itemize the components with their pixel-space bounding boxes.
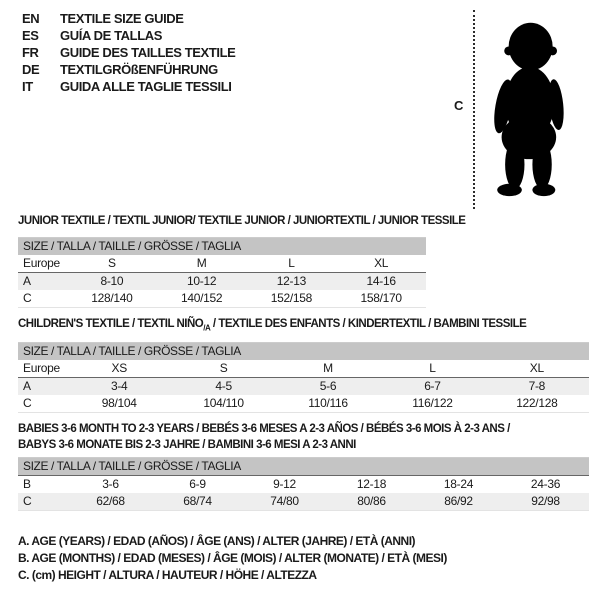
- table-cell: XL: [529, 361, 544, 375]
- row-label: B: [23, 477, 31, 491]
- title-subscript: /A: [203, 323, 211, 333]
- language-row-es: [22, 27, 235, 44]
- legend-line-c: C. (cm) HEIGHT / ALTURA / HAUTEUR / HÖHE / ALTEZZA: [18, 568, 317, 582]
- junior-size-table: [18, 237, 426, 308]
- language-code: ES: [22, 28, 39, 43]
- table-cell: 86/92: [444, 494, 473, 508]
- title-text: CHILDREN'S TEXTILE / TEXTIL NIÑO: [18, 318, 204, 330]
- measurement-legend: [18, 533, 447, 584]
- table-cell: XL: [374, 256, 389, 270]
- table-cell: 5-6: [319, 379, 337, 393]
- table-row: [18, 255, 426, 273]
- table-row: [18, 476, 589, 493]
- table-cell: 6-9: [189, 477, 206, 491]
- table-cell: 98/104: [101, 396, 137, 410]
- table-cell: 10-12: [187, 274, 217, 288]
- toddler-silhouette-icon: [484, 11, 572, 207]
- table-cell: 104/110: [203, 396, 244, 410]
- table-cell: 110/116: [308, 396, 348, 410]
- table-cell: 140/152: [180, 291, 223, 305]
- language-label: TEXTILGRÖßENFÜHRUNG: [60, 62, 218, 77]
- language-label: GUIDA ALLE TAGLIE TESSILI: [60, 79, 232, 94]
- row-label: Europe: [23, 256, 60, 270]
- language-list: [22, 10, 235, 95]
- table-cell: S: [219, 361, 228, 375]
- row-label: C: [23, 396, 32, 410]
- table-cell: 14-16: [366, 274, 396, 288]
- table-row: [18, 493, 589, 510]
- size-header-bar: SIZE / TALLA / TAILLE / GRÖSSE / TAGLIA: [18, 343, 589, 360]
- table-cell: 158/170: [360, 291, 402, 305]
- language-row-fr: [22, 44, 235, 61]
- height-measure-label: C: [454, 98, 464, 113]
- title-line: BABYS 3-6 MONATE BIS 2-3 JAHRE / BAMBINI 3-6 MESI A 2-3 ANNI: [18, 439, 356, 451]
- language-code: DE: [22, 62, 40, 77]
- table-cell: 18-24: [443, 477, 474, 491]
- table-row: [18, 378, 589, 395]
- table-cell: M: [196, 256, 207, 270]
- table-cell: L: [288, 256, 295, 270]
- table-cell: 24-36: [530, 477, 561, 491]
- row-label: C: [23, 494, 32, 508]
- table-row: [18, 360, 589, 378]
- table-cell: 92/98: [531, 494, 560, 508]
- table-cell: 4-5: [215, 379, 232, 393]
- table-cell: M: [323, 361, 333, 375]
- table-cell: L: [429, 361, 436, 375]
- table-cell: S: [108, 256, 116, 270]
- legend-line-a: A. AGE (YEARS) / EDAD (AÑOS) / ÂGE (ANS) / ALTER (JAHRE) / ETÀ (ANNI): [18, 534, 416, 548]
- height-measure-dashed-line: [473, 10, 475, 209]
- size-header-bar: SIZE / TALLA / TAILLE / GRÖSSE / TAGLIA: [18, 458, 589, 476]
- table-row: [18, 290, 426, 307]
- language-code: FR: [22, 45, 39, 60]
- size-header-bar: SIZE / TALLA / TAILLE / GRÖSSE / TAGLIA: [18, 238, 426, 255]
- table-cell: 116/122: [412, 396, 453, 410]
- table-cell: 152/158: [270, 291, 313, 305]
- language-row-de: [22, 61, 235, 78]
- height-figure: [452, 8, 587, 212]
- table-cell: XS: [111, 361, 127, 375]
- table-cell: 74/80: [270, 494, 299, 508]
- table-row: [18, 395, 589, 412]
- table-cell: 6-7: [424, 379, 441, 393]
- children-size-table: [18, 342, 589, 413]
- babies-size-table: [18, 457, 589, 511]
- table-cell: 12-13: [276, 274, 306, 288]
- row-label: Europe: [23, 361, 60, 375]
- table-cell: 8-10: [100, 274, 124, 288]
- row-label: A: [23, 379, 31, 393]
- table-cell: 128/140: [91, 291, 133, 305]
- junior-section-title: JUNIOR TEXTILE / TEXTIL JUNIOR/ TEXTILE JUNIOR / JUNIORTEXTIL / JUNIOR TESSILE: [18, 215, 466, 227]
- table-cell: 122/128: [516, 396, 558, 410]
- language-row-it: [22, 78, 235, 95]
- language-row-en: [22, 10, 235, 27]
- language-label: TEXTILE SIZE GUIDE: [60, 11, 184, 26]
- table-cell: 12-18: [356, 477, 387, 491]
- table-cell: 68/74: [183, 494, 212, 508]
- row-label: A: [23, 274, 31, 288]
- title-line: BABIES 3-6 MONTH TO 2-3 YEARS / BEBÉS 3-6 MESES A 2-3 AÑOS / BÉBÉS 3-6 MOIS À 2-3 ANS /: [18, 423, 510, 435]
- table-cell: 7-8: [528, 379, 546, 393]
- children-section-title: [18, 318, 526, 332]
- language-code: EN: [22, 11, 40, 26]
- table-row: [18, 273, 426, 290]
- table-cell: 80/86: [357, 494, 386, 508]
- language-label: GUÍA DE TALLAS: [60, 28, 163, 43]
- language-code: IT: [22, 79, 33, 94]
- table-cell: 62/68: [96, 494, 125, 508]
- table-cell: 3-4: [110, 379, 128, 393]
- legend-line-b: B. AGE (MONTHS) / EDAD (MESES) / ÂGE (MOIS) / ALTER (MONATE) / ETÀ (MESI): [18, 551, 447, 565]
- row-label: C: [23, 291, 32, 305]
- table-cell: 3-6: [102, 477, 119, 491]
- table-cell: 9-12: [273, 477, 296, 491]
- babies-section-title: [18, 421, 510, 453]
- language-label: GUIDE DES TAILLES TEXTILE: [60, 45, 236, 60]
- title-text: / TEXTILE DES ENFANTS / KINDERTEXTIL / BAMBINI TESSILE: [210, 318, 527, 330]
